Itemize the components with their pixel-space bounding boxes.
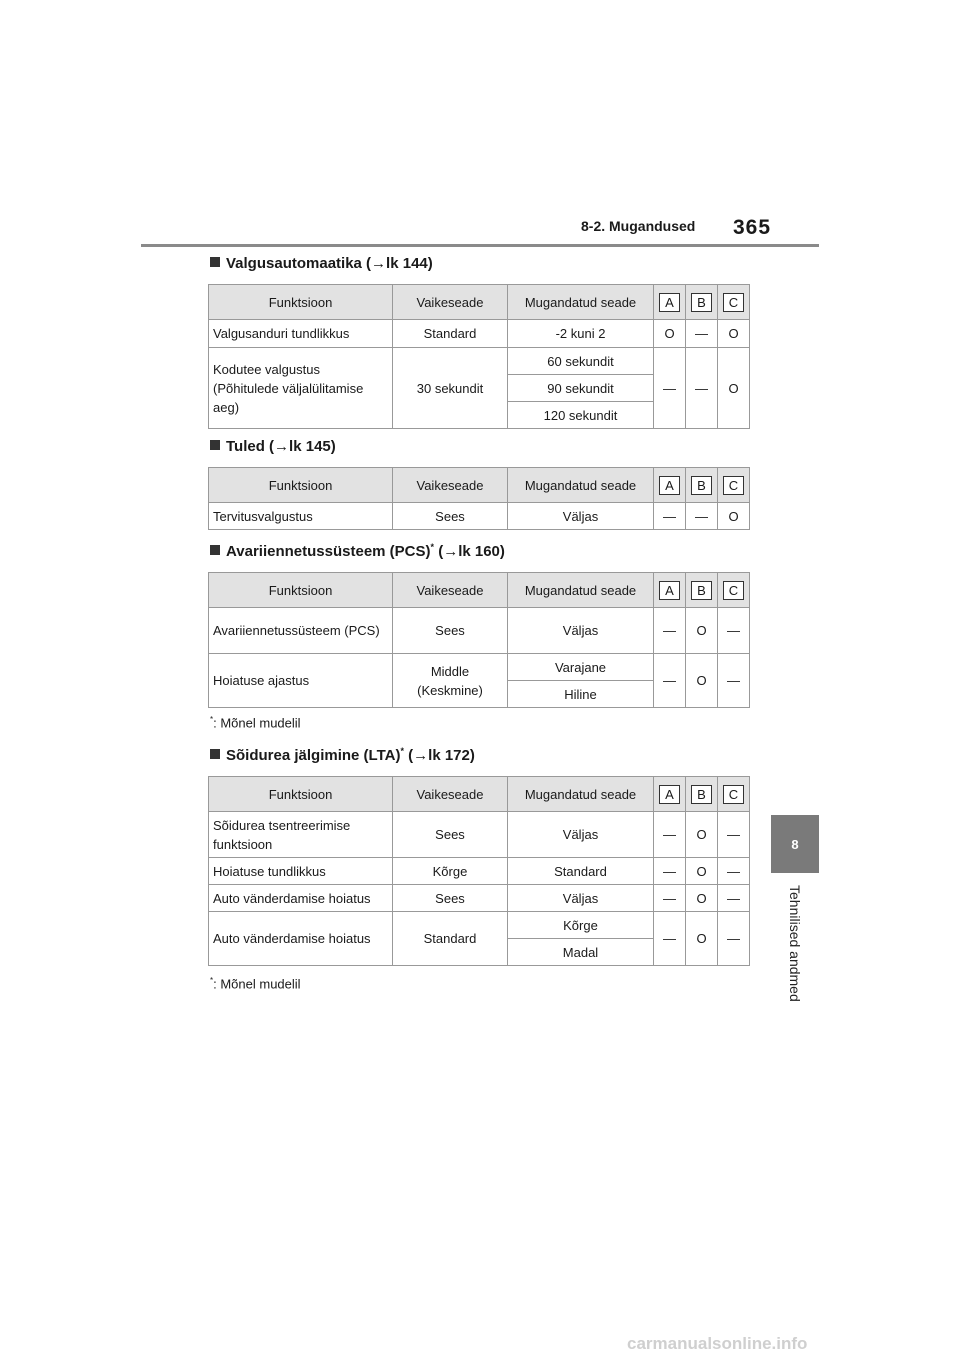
col-b — [686, 285, 718, 320]
col-default: Vaikeseade — [393, 285, 508, 320]
cell: — — [654, 858, 686, 885]
cell: — — [654, 885, 686, 912]
cell: — — [654, 912, 686, 966]
table-header-row — [209, 777, 750, 812]
cell: 30 sekundit — [393, 348, 508, 429]
box-a-icon: A — [659, 785, 680, 804]
col-c — [718, 777, 750, 812]
table-header-row — [209, 573, 750, 608]
cell: — — [654, 608, 686, 654]
box-c-icon: C — [723, 476, 744, 495]
cell: Kõrge — [508, 912, 654, 939]
cell: O — [686, 912, 718, 966]
cell: O — [718, 348, 750, 429]
box-a-icon: A — [659, 476, 680, 495]
col-default: Vaikeseade — [393, 573, 508, 608]
col-c — [718, 468, 750, 503]
bullet-square-icon — [210, 440, 220, 450]
table-row — [209, 608, 750, 654]
cell: O — [686, 608, 718, 654]
cell: — — [686, 320, 718, 348]
cell: Hoiatuse ajastus — [209, 654, 393, 708]
footnote: *: Mõnel mudelil — [210, 715, 301, 731]
cell: Standard — [393, 320, 508, 348]
cell: Sees — [393, 812, 508, 858]
col-a — [654, 285, 686, 320]
cell: Standard — [508, 858, 654, 885]
chapter-label: Tehnilised andmed — [787, 885, 803, 1002]
cell: — — [718, 885, 750, 912]
col-b — [686, 573, 718, 608]
cell: Väljas — [508, 885, 654, 912]
col-a — [654, 777, 686, 812]
box-a-icon: A — [659, 581, 680, 600]
page-number: 365 — [733, 216, 772, 239]
section-title-tuled: Tuled (→lk 145) — [210, 438, 336, 455]
cell: — — [686, 348, 718, 429]
cell: Sees — [393, 885, 508, 912]
bullet-square-icon — [210, 749, 220, 759]
cell: Middle (Keskmine) — [393, 654, 508, 708]
cell: O — [654, 320, 686, 348]
cell: Väljas — [508, 503, 654, 530]
col-c — [718, 285, 750, 320]
cell: O — [686, 885, 718, 912]
cell: Madal — [508, 939, 654, 966]
cell: Kodutee valgustus (Põhitulede väljalülitamise aeg) — [209, 348, 393, 429]
col-function: Funktsioon — [209, 777, 393, 812]
table-valgusautomaatika — [208, 284, 750, 429]
col-default: Vaikeseade — [393, 777, 508, 812]
cell: Väljas — [508, 812, 654, 858]
col-default: Vaikeseade — [393, 468, 508, 503]
footnote: *: Mõnel mudelil — [210, 976, 301, 992]
box-a-icon: A — [659, 293, 680, 312]
chapter-tab[interactable]: 8 — [771, 815, 819, 873]
table-lta — [208, 776, 750, 966]
box-c-icon: C — [723, 293, 744, 312]
box-b-icon: B — [691, 785, 712, 804]
col-custom: Mugandatud seade — [508, 285, 654, 320]
cell: Varajane — [508, 654, 654, 681]
cell: Tervitusvalgustus — [209, 503, 393, 530]
table-row — [209, 812, 750, 858]
cell: — — [654, 503, 686, 530]
table-row — [209, 885, 750, 912]
cell: Sees — [393, 608, 508, 654]
section-header: 8-2. Mugandused — [581, 218, 696, 234]
box-c-icon: C — [723, 785, 744, 804]
cell: — — [718, 608, 750, 654]
cell: — — [718, 858, 750, 885]
cell: — — [654, 348, 686, 429]
box-c-icon: C — [723, 581, 744, 600]
cell: Sõidurea tsentreerimise funktsioon — [209, 812, 393, 858]
col-function: Funktsioon — [209, 573, 393, 608]
cell: O — [686, 812, 718, 858]
cell: — — [654, 812, 686, 858]
col-c — [718, 573, 750, 608]
cell: 120 sekundit — [508, 402, 654, 429]
box-b-icon: B — [691, 293, 712, 312]
table-row — [209, 320, 750, 348]
section-title-pcs: Avariiennetussüsteem (PCS)* (→lk 160) — [210, 542, 505, 560]
box-b-icon: B — [691, 476, 712, 495]
col-custom: Mugandatud seade — [508, 573, 654, 608]
cell: Sees — [393, 503, 508, 530]
cell: 90 sekundit — [508, 375, 654, 402]
table-tuled — [208, 467, 750, 530]
watermark: carmanualsonline.info — [627, 1334, 808, 1353]
col-custom: Mugandatud seade — [508, 468, 654, 503]
bullet-square-icon — [210, 545, 220, 555]
cell: Standard — [393, 912, 508, 966]
cell: O — [686, 654, 718, 708]
cell: Auto vänderdamise hoiatus — [209, 885, 393, 912]
col-custom: Mugandatud seade — [508, 777, 654, 812]
cell: — — [718, 812, 750, 858]
cell: 60 sekundit — [508, 348, 654, 375]
cell: — — [686, 503, 718, 530]
table-header-row — [209, 468, 750, 503]
col-a — [654, 573, 686, 608]
cell: O — [718, 320, 750, 348]
cell: — — [654, 654, 686, 708]
cell: — — [718, 654, 750, 708]
cell: Väljas — [508, 608, 654, 654]
cell: Valgusanduri tundlikkus — [209, 320, 393, 348]
bullet-square-icon — [210, 257, 220, 267]
col-a — [654, 468, 686, 503]
box-b-icon: B — [691, 581, 712, 600]
cell: Hoiatuse tundlikkus — [209, 858, 393, 885]
table-header-row — [209, 285, 750, 320]
table-row — [209, 654, 750, 681]
col-b — [686, 777, 718, 812]
col-function: Funktsioon — [209, 468, 393, 503]
table-row — [209, 912, 750, 939]
cell: O — [718, 503, 750, 530]
table-row — [209, 348, 750, 375]
cell: -2 kuni 2 — [508, 320, 654, 348]
section-title-valgusautomaatika: Valgusautomaatika (→lk 144) — [210, 255, 433, 272]
cell: — — [718, 912, 750, 966]
cell: Kõrge — [393, 858, 508, 885]
col-function: Funktsioon — [209, 285, 393, 320]
section-title-lta: Sõidurea jälgimine (LTA)* (→lk 172) — [210, 746, 475, 764]
table-row — [209, 858, 750, 885]
cell: Hiline — [508, 681, 654, 708]
cell: Avariiennetussüsteem (PCS) — [209, 608, 393, 654]
cell: O — [686, 858, 718, 885]
table-row — [209, 503, 750, 530]
table-pcs — [208, 572, 750, 708]
cell: Auto vänderdamise hoiatus — [209, 912, 393, 966]
header-rule — [141, 244, 819, 247]
col-b — [686, 468, 718, 503]
